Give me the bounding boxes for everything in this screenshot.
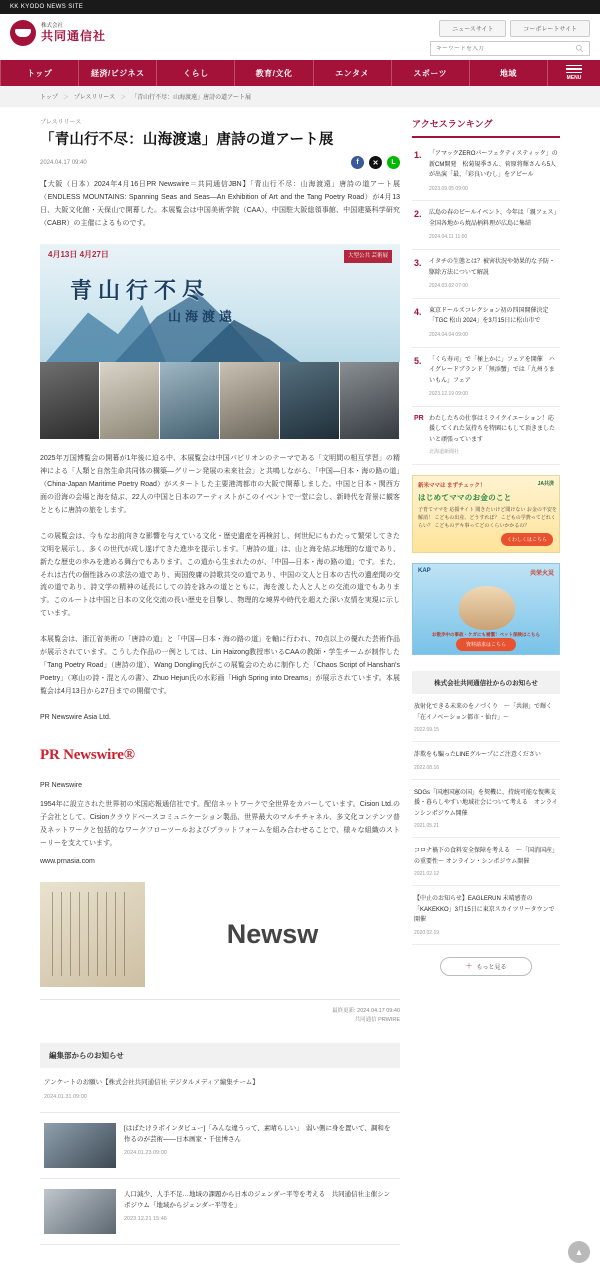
newswire-banner-word: Newsw	[226, 918, 319, 949]
sidebar-news-title-text: SDGs「国連国憲の国」を契機に、持続可能な復興支援・暮らしやすい地域社会について考える オンラインシンポジウム開催	[414, 789, 558, 817]
ranking-item-date: 2024.03.02 07:00	[429, 283, 468, 289]
ranking-number: 2.	[414, 209, 422, 220]
ad2-brand-left: KAP	[418, 568, 431, 574]
nav-item-business[interactable]: 経済/ビジネス	[79, 60, 157, 86]
editorial-item-date: 2023.12.21 15:46	[124, 1215, 167, 1222]
site-header	[0, 14, 600, 60]
ad1-eyebrow: 新米ママは まずチェック！	[418, 483, 486, 489]
ranking-item-title: 広島の春のビールイベント、今年は「親フェス」 全国各地から焼品柄料理が広島に集結	[429, 210, 563, 227]
ranking-item-date: 2024.04.11 11:00	[429, 234, 468, 241]
ranking-item-body	[429, 149, 558, 193]
list-item[interactable]	[412, 742, 560, 780]
about-title: PR Newswire	[40, 781, 83, 789]
editorial-notice-title: アンケートのお願い【株式会社共同通信社 デジタルメディア編集チーム】	[44, 1079, 259, 1087]
poster-photo-strip	[40, 362, 400, 439]
nav-item-top[interactable]: トップ	[0, 60, 79, 86]
editorial-item-date: 2024.01.23 09:00	[124, 1149, 167, 1156]
editorial-item-title: [はばたけラボインタビュー]「みんな違うって、素晴らしい」 弱い側に身を置いて、調和を作るのが芸術――日本画家・千住博さん	[124, 1124, 391, 1143]
newswire-banner-artwork	[40, 882, 145, 987]
poster-dates: 4月13日 4月27日	[48, 250, 109, 260]
top-site-bar	[0, 0, 600, 14]
dog-photo	[459, 586, 515, 630]
ranking-pr-badge: PR	[414, 414, 424, 422]
breadcrumb-item-current: 「青山行不尽：山海渡遠」唐詩の道アート展	[131, 95, 251, 101]
newswire-banner-text-area	[145, 919, 400, 950]
ranking-item-title: わたしたちの仕事はミライクイエーション！応援してくれた気持ちを特園にもして頂きましたいと頑張っています	[429, 415, 556, 443]
sidebar-news-title-text: 詐欺をも騙ったLINEグループにご注意ください	[414, 752, 541, 758]
ranking-item-title: 「くら寿司」で「極上かに」フェアを開催 ハイグレードブランド「無添蟹」では「九州うまいもん」フェア	[429, 356, 555, 384]
ranking-item-body	[429, 257, 558, 291]
ad-banner-ja-kyosai[interactable]	[412, 475, 560, 553]
nav-item-education-culture[interactable]: 教育/文化	[235, 60, 313, 86]
facebook-share-icon[interactable]: f	[351, 156, 364, 169]
sidebar-news-date: 2020.02.19	[414, 929, 440, 936]
show-more-button[interactable]	[440, 957, 532, 976]
poster-photo-1	[40, 362, 100, 439]
ranking-item-body	[429, 414, 558, 457]
ranking-item-date: 2024.04.04 09:00	[429, 331, 468, 338]
editorial-notice[interactable]	[40, 1068, 400, 1112]
pr-newswire-logo	[40, 747, 400, 764]
ad2-caption: お散歩中の事故・ケガにも補償！ペット保険はこちら	[432, 632, 540, 637]
ranking-number: 3.	[414, 258, 422, 268]
list-item-sponsored[interactable]	[412, 407, 560, 465]
breadcrumb-separator-2: ＞	[120, 95, 127, 101]
brand-name: 共同通信社	[41, 28, 107, 43]
article-paragraph-4: 本展覧会は、浙江省美術の「唐詩の道」と「中国―日本・海の路の道」を軸に行われ、70点以上の優れた芸術作品が展示されています。こうした作品の一例としては、Lin Haizong教授率いるCAAの教師・学生チームが制作した「Tang Poetry Road」（唐詩の道）、Wang Dongling氏がこの展覧会のために制作した「Chaos Script of Hanshan's Poetry」（寒山の詩・混とんの書）、Zhuo Hejun氏の水彩画「High Spring into Dreams」が展示されています。本展覧会は4月13日から27日までの開催です。	[40, 636, 400, 696]
poster-photo-4	[220, 362, 280, 439]
page-title: 「青山行不尽：山海渡遠」唐詩の道アート展	[40, 132, 334, 148]
ad1-cta-button[interactable]: くわしくはこちら	[501, 533, 553, 546]
search-icon[interactable]	[575, 44, 584, 53]
list-item[interactable]	[412, 250, 560, 299]
line-share-icon[interactable]: L	[387, 156, 400, 169]
breadcrumb-item-top[interactable]: トップ	[40, 95, 58, 101]
ranking-item-sponsor: 北海道新聞社	[429, 449, 460, 456]
ad1-body: 子育てママを 応援サイト 聞きたいけど聞けない お金の不安を解消！ こどもの出産、どうすれば？ こどもの学費ってどれくらい？ こどものデキ事ってどのくらいかかるの？	[418, 507, 557, 529]
article-date: 2024.04.17 09:40	[40, 159, 87, 166]
scroll-to-top-button[interactable]: ▲	[568, 1241, 590, 1263]
header-right	[430, 20, 590, 56]
ranking-item-body	[429, 306, 558, 340]
breadcrumb-item-press-release[interactable]: プレスリリース	[73, 95, 116, 101]
article-paragraph-1: 【大阪（日本）2024年4月16日PR Newswire＝共同通信JBN】「青山行不尽：山海渡遠」唐詩の道アート展（ENDLESS MOUNTAINS: Spanning Seas and Seas―An Exhibition of Art and the Tang Poetry Road）が4月13日、大阪文化館・天保山で開幕した。本展覧会は中国美術学院（CAA）、中国駐大阪総領事館、中国建築科学研究（CABR）の主催によるものです。	[40, 181, 400, 228]
poster-photo-6	[340, 362, 400, 439]
header-link-news-site[interactable]: ニュースサイト	[439, 20, 506, 37]
editorial-section-title: 編集部からのお知らせ	[40, 1043, 400, 1068]
plus-icon: ＋	[465, 963, 473, 970]
main-nav	[0, 60, 600, 86]
article-paragraph-2: 2025年万国博覧会の開幕が1年後に迫る中、本展覧会は中国パビリオンのテーマである「文明間の相互学習」の精神による「人類と自然生命共同体の構築―グリーン発展の未来社会」と共鳴しながら、「中国―日本・海の路の道」（China-Japan Maritime Poetry Road）がスタートした主要港湾都市の大阪で開幕しました。中国と日本・関西方面の沿海の会場と海を結ぶ、22人の中国と日本のアーティストがこのイベントで一堂に会し、新時代を背景に観客とともに唐詩の旅をします。	[40, 455, 400, 514]
ranking-item-date: 2023.12.19 09:00	[429, 391, 468, 397]
ranking-item-title: 東京ドールズコレクション初の四国開催決定「TGC 松山 2024」を3月15日に松山市で	[429, 307, 549, 325]
header-links	[439, 20, 590, 37]
editorial-item-body	[124, 1123, 396, 1156]
list-item[interactable]	[412, 780, 560, 839]
brand-logo[interactable]	[10, 20, 106, 46]
search-input[interactable]	[436, 46, 575, 52]
breadcrumb	[0, 86, 600, 107]
share-buttons	[351, 156, 400, 169]
pr-newswire-logo-rest: Newswire®	[59, 746, 135, 763]
sidebar-news-title: 株式会社共同通信社からのお知らせ	[412, 671, 560, 694]
ad2-brand-right: 共栄火災	[529, 571, 554, 577]
hamburger-icon	[566, 65, 582, 74]
poster-photo-3	[160, 362, 220, 439]
poster-photo-5	[280, 362, 340, 439]
site-label: KK KYODO NEWS SITE	[10, 4, 84, 10]
article-paragraph-3: この展覧会は、今もなお前向きな影響を与えている文化・歴史遺産を再検討し、何世紀にもわたって繁栄してきた文明を展示し、多くの世代が成し遂げてきた進歩を提示します。「唐詩の道」は、山と海を結ぶ地理的な道であり、新たな歴史の歩みを進める舞台でもあります。この道から生まれたのが、「中国―日本・海の路の道」です。また、それは古代の個性詠みの求法の道であり、両国俊庸の詩歌共交の道であり、中国の文人と日本の古代の遺産間の交流の道であり、詩文学の精神の延長にしての詩を詠みの道とともに、海を渡した人と人との交流の道でもあります。このルートは中国と日本の文化交流の長い歴史を目撃し、物理的な境界や時代を超えた深い友情を実現に示しています。	[40, 532, 400, 618]
sidebar-news-date: 2021.05.21	[414, 823, 440, 829]
poster-photo-2	[100, 362, 160, 439]
menu-label: MENU	[566, 75, 582, 82]
editorial-item-title: 人口減少、人手不足…地域の課題から日本のジェンダー平等を考える 共同通信社主催シンポジウム「地域からジェンダー平等を」	[124, 1190, 390, 1209]
page-body	[0, 107, 600, 1245]
search-box[interactable]	[430, 41, 590, 56]
sidebar-news-date: 2021.02.12	[414, 871, 440, 877]
ad2-cta-button[interactable]: 資料請求はこちら	[456, 638, 516, 651]
ranking-title: アクセスランキング	[412, 117, 560, 138]
article-updated-time: 最終更新: 2024.04.17 09:40	[332, 1007, 400, 1014]
header-link-corporate-site[interactable]: コーポレートサイト	[510, 20, 590, 37]
list-item[interactable]	[412, 886, 560, 945]
article-meta	[40, 156, 400, 169]
menu-button[interactable]	[548, 60, 600, 86]
list-item[interactable]	[412, 142, 560, 201]
list-item[interactable]	[412, 348, 560, 407]
about-text: 1954年に設立された世界初の米国応報通信社です。配信ネットワークで全世界をカバーしています。Cision Ltd.の子会社として、Cisionクラウドベースコミュニケーション製品、世界最大のマルチチャネル、多文化コンテンツ普及ネットワークと包括的なワークフローツールおよびプラットフォームを組み合わせることで、様々な組織のストーリーを支えています。	[40, 800, 400, 847]
brand-sublabel: 株式会社	[41, 22, 64, 29]
article-source-line: PR Newswire Asia Ltd.	[40, 713, 111, 721]
sidebar-news-title-text: 放射化できる未来のをノづくり ～「共創」で輝く「在イノベーション都市・仙台」～	[414, 704, 553, 721]
pr-newswire-logo-pr: PR	[40, 746, 60, 763]
exhibition-poster-image	[40, 244, 400, 439]
ranking-number: 4.	[414, 306, 422, 317]
list-item[interactable]	[412, 201, 563, 250]
poster-badge: 大型公共 芸術展	[344, 250, 392, 263]
ranking-number: 1.	[414, 150, 422, 160]
list-item[interactable]	[40, 1179, 400, 1245]
editorial-item-body	[124, 1189, 396, 1222]
editorial-thumbnail	[44, 1123, 116, 1168]
ad1-title: はじめてママのお金のこと	[418, 493, 512, 502]
footer-spacer	[0, 1245, 600, 1271]
sidebar	[412, 117, 563, 976]
kyodo-logo-icon	[10, 20, 36, 46]
ranking-item-body	[429, 208, 563, 242]
ranking-item-title: 「アマックZEROパーフェクティスティック」の新CM開発 松菊規季さん、菅原将輝さんら5人が出演「最、「彩良いむし」をアピール	[429, 151, 558, 178]
list-item[interactable]	[412, 838, 560, 886]
ranking-item-body	[429, 355, 558, 399]
article-column	[40, 117, 400, 1245]
article-updated	[40, 999, 400, 1026]
poster-title: 青山行不尽	[70, 278, 211, 305]
nav-item-life[interactable]: くらし	[157, 60, 235, 86]
poster-subtitle: 山海渡遠	[168, 310, 237, 326]
show-more-label: もっと見る	[476, 964, 507, 971]
newswire-banner-image	[40, 882, 400, 987]
nav-item-region[interactable]: 地域	[470, 60, 548, 86]
nav-item-entertainment[interactable]: エンタメ	[314, 60, 392, 86]
editorial-thumbnail	[44, 1189, 116, 1234]
breadcrumb-separator: ＞	[62, 95, 69, 101]
nav-item-sports[interactable]: スポーツ	[392, 60, 470, 86]
about-url[interactable]: www.prnasia.com	[40, 857, 95, 865]
list-item[interactable]	[40, 1113, 400, 1179]
ranking-number: 5.	[414, 355, 422, 366]
ranking-item-date: 2023.09.05 09:00	[429, 185, 468, 192]
editorial-notice-date: 2024.01.31 09:00	[44, 1094, 87, 1101]
article-updated-source: 共同通信 PRWIRE	[354, 1016, 400, 1023]
ad-banner-kyoei-fire[interactable]	[412, 563, 560, 655]
sidebar-news-date: 2022.09.15	[414, 727, 440, 733]
sidebar-news-date: 2022.08.16	[414, 764, 440, 771]
x-share-icon[interactable]: ✕	[369, 156, 382, 169]
list-item[interactable]	[412, 299, 560, 348]
article-kicker: プレスリリース	[40, 120, 82, 126]
ad1-brand: JA共済	[537, 481, 554, 487]
ranking-item-title: イタチの生態とは？被害状況や効果的な予防・駆除方法について解説	[429, 259, 556, 276]
list-item[interactable]	[412, 694, 560, 742]
sidebar-news-title-text: コロナ禍下の食料安全保障を考える ～「国消国産」の重要性～ オンライン・シンポジウム開催	[414, 848, 559, 865]
sidebar-news-title-text: 【中止のお知らせ】EAGLERUN 未晴感査の「KAKEKKO」3月15日に東京スカイツリータウンで開催	[414, 896, 555, 923]
